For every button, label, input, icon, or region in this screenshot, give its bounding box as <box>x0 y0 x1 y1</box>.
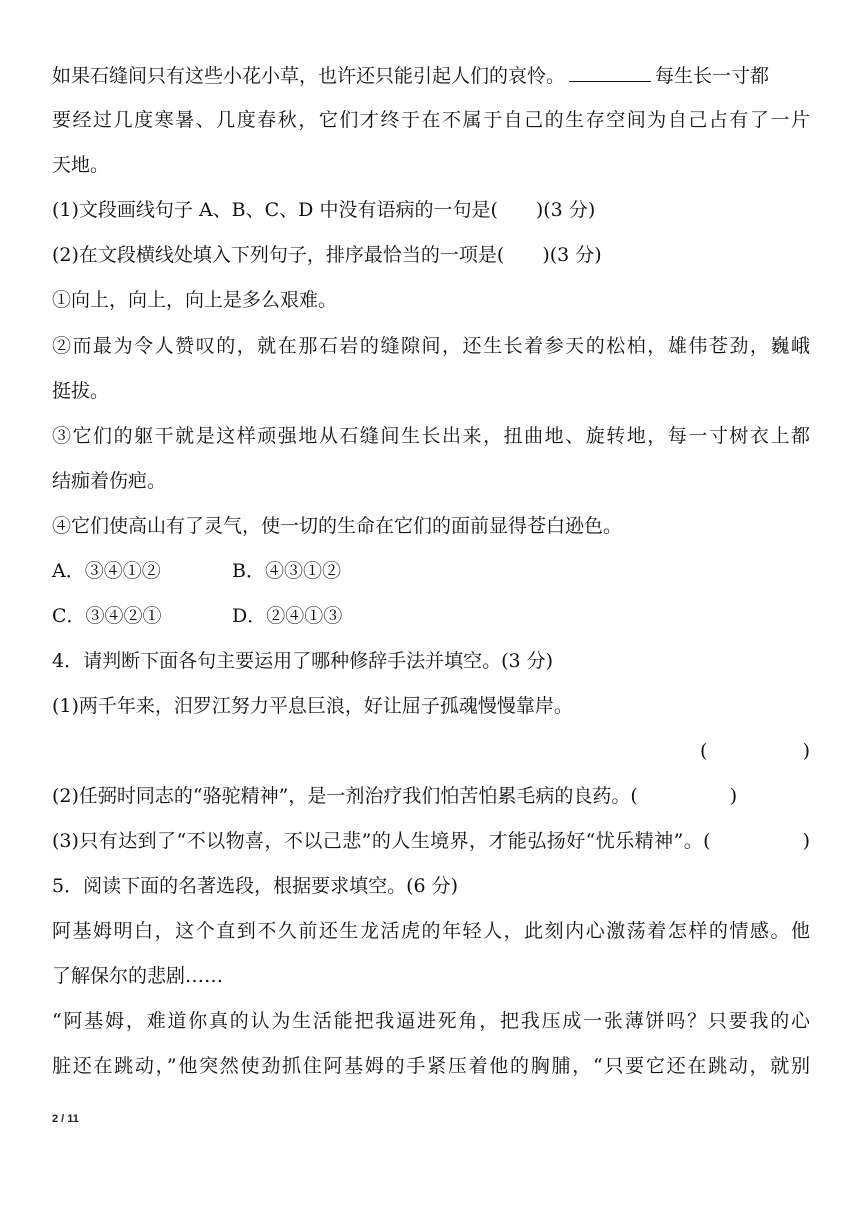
question-4-sub-2-text: (2)任弼时同志的“骆驼精神”，是一剂治疗我们怕苦怕累毛病的良药。( <box>52 785 638 807</box>
question-4-sub-1: (1)两千年来，汨罗江努力平息巨浪，好让屈子孤魂慢慢靠岸。 <box>52 695 573 717</box>
sentence-1: ①向上，向上，向上是多么艰难。 <box>52 289 338 311</box>
fill-in-blank[interactable] <box>569 63 651 82</box>
option-d[interactable]: D．②④①③ <box>232 605 343 627</box>
passage-line-3: 天地。 <box>52 154 110 176</box>
sentence-3-line-1: ③它们的躯干就是这样顽强地从石缝间生长出来，扭曲地、旋转地，每一寸树衣上都 <box>52 425 810 447</box>
option-b[interactable]: B．④③①② <box>232 560 341 582</box>
question-4-heading: 4．请判断下面各句主要运用了哪种修辞手法并填空。(3 分) <box>52 650 554 672</box>
question-3-sub-1: (1)文段画线句子 A、B、C、D 中没有语病的一句是( )(3 分) <box>52 199 596 221</box>
excerpt-paragraph-2-line-2: 脏还在跳动，”他突然使劲抓住阿基姆的手紧压着他的胸脯，“只要它还在跳动，就别 <box>52 1055 810 1077</box>
passage-text: 如果石缝间只有这些小花小草，也许还只能引起人们的哀怜。 <box>52 65 566 87</box>
excerpt-paragraph-1-line-2: 了解保尔的悲剧…… <box>52 965 224 987</box>
excerpt-paragraph-2-line-1: “阿基姆，难道你真的认为生活能把我逼进死角，把我压成一张薄饼吗？只要我的心 <box>52 1010 810 1032</box>
question-5-heading: 5．阅读下面的名著选段，根据要求填空。(6 分) <box>52 875 459 897</box>
question-4-sub-2 <box>52 784 810 808</box>
option-c[interactable]: C．③④②① <box>52 605 162 627</box>
passage-text: 每生长一寸都 <box>655 65 770 87</box>
sentence-4: ④它们使高山有了灵气，使一切的生命在它们的面前显得苍白逊色。 <box>52 515 623 537</box>
sentence-2-line-1: ②而最为令人赞叹的，就在那石岩的缝隙间，还生长着参天的松柏，雄伟苍劲，巍峨 <box>52 335 810 357</box>
answer-parentheses-1[interactable] <box>700 739 810 763</box>
sentence-3-line-2: 结痂着伤疤。 <box>52 470 167 492</box>
question-4-sub-3-text: (3)只有达到了“不以物喜，不以己悲”的人生境界，才能弘扬好“忧乐精神”。( <box>52 830 711 852</box>
question-3-sub-2: (2)在文段横线处填入下列句子，排序最恰当的一项是( )(3 分) <box>52 244 602 266</box>
page-number: 2 / 11 <box>52 1113 79 1125</box>
option-a[interactable]: A．③④①② <box>52 560 161 582</box>
passage-line-1 <box>52 63 810 88</box>
question-4-sub-3 <box>52 829 810 853</box>
excerpt-paragraph-1-line-1: 阿基姆明白，这个直到不久前还生龙活虎的年轻人，此刻内心激荡着怎样的情感。他 <box>52 920 810 942</box>
paren-open: ( <box>700 740 708 762</box>
paren-close: ) <box>802 740 810 762</box>
paren-close: ) <box>729 785 738 807</box>
sentence-2-line-2: 挺拔。 <box>52 380 110 402</box>
paren-close: ) <box>802 830 810 852</box>
passage-line-2: 要经过几度寒暑、几度春秋，它们才终于在不属于自己的生存空间为自己占有了一片 <box>52 109 810 131</box>
